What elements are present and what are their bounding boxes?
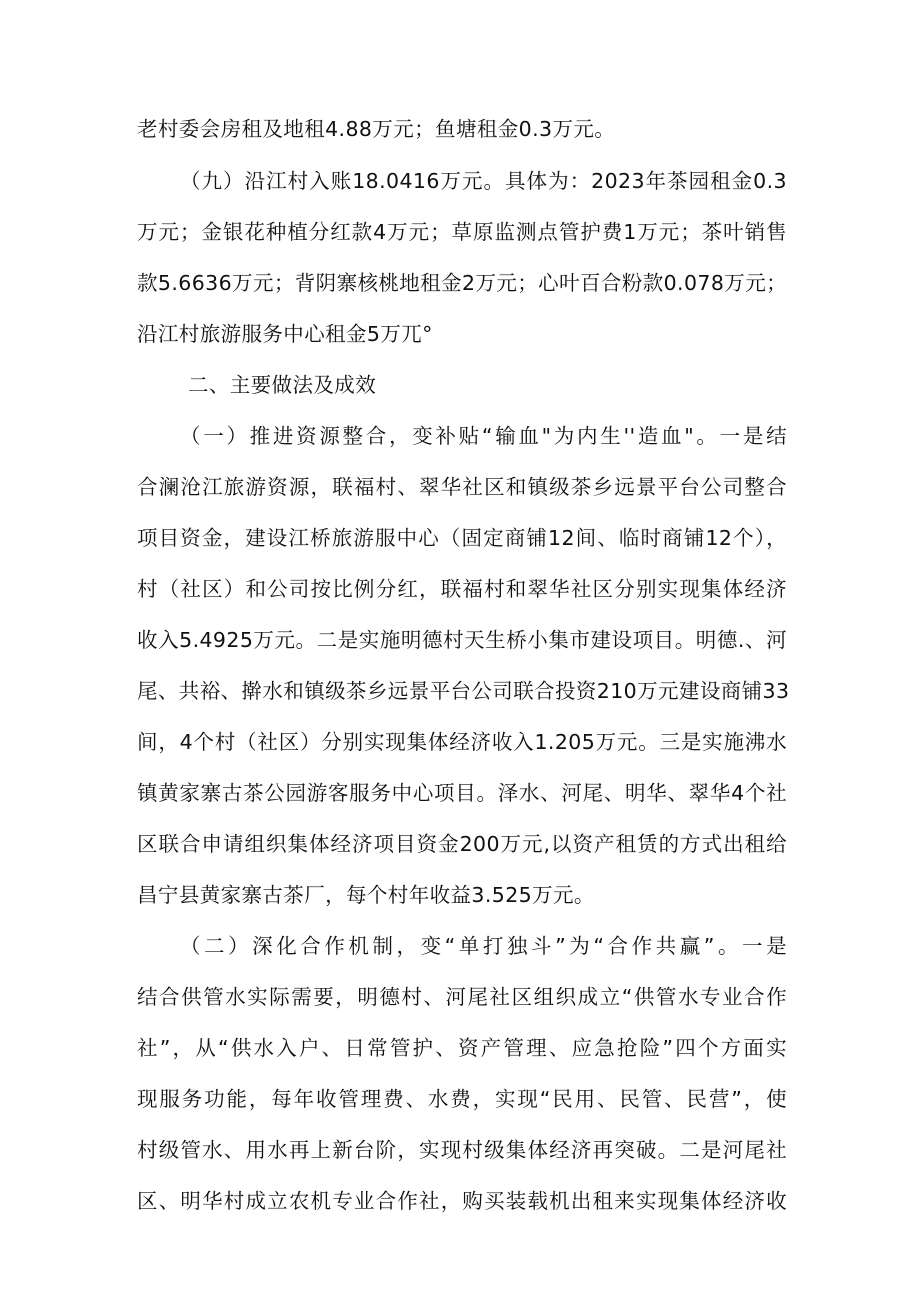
section-heading-practices: 二、主要做法及成效 bbox=[188, 373, 377, 397]
text-line-9: 项目资金，建设江桥旅游服中心（固定商铺12间、临时商铺12个）， bbox=[137, 526, 787, 550]
text-line-5: 沿江村旅游服务中心租金5万兀° bbox=[137, 322, 433, 346]
subsection-two-heading-line: （二）深化合作机制，变“单打独斗”为“合作共赢”。一是 bbox=[180, 934, 787, 958]
text-line-16: 昌宁县黄家寨古茶厂，每个村年收益3.525万元。 bbox=[137, 883, 595, 907]
section-nine-heading-line: （九）沿江村入账18.0416万元。具体为：2023年茶园租金0.3 bbox=[180, 169, 787, 193]
text-line-19: 社”，从“供水入户、日常管护、资产管理、应急抢险”四个方面实 bbox=[137, 1036, 787, 1060]
text-line-11: 收入5.4925万元。二是实施明德村天生桥小集市建设项目。明德.、河 bbox=[137, 628, 787, 652]
text-line-15: 区联合申请组织集体经济项目资金200万元,以资产租赁的方式出租给 bbox=[137, 832, 787, 856]
subsection-one-heading-line: （一）推进资源整合，变补贴“输血"为内生''造血"。一是结 bbox=[180, 424, 787, 448]
text-line-10: 村（社区）和公司按比例分红，联福村和翠华社区分别实现集体经济 bbox=[137, 577, 787, 601]
text-line-3: 万元；金银花种植分红款4万元；草原监测点管护费1万元；茶叶销售 bbox=[137, 220, 787, 244]
text-line-8: 合澜沧江旅游资源，联福村、翠华社区和镇级茶乡远景平台公司整合 bbox=[137, 475, 787, 499]
text-line-18: 结合供管水实际需要，明德村、河尾社区组织成立“供管水专业合作 bbox=[137, 985, 787, 1009]
text-line-22: 区、明华村成立农机专业合作社，购买装载机出租来实现集体经济收 bbox=[137, 1189, 787, 1213]
text-line-4: 款5.6636万元；背阴寨核桃地租金2万元；心叶百合粉款0.078万元； bbox=[137, 271, 787, 295]
text-line-1: 老村委会房租及地租4.88万元；鱼塘租金0.3万元。 bbox=[137, 117, 616, 141]
text-line-14: 镇黄家寨古茶公园游客服务中心项目。泽水、河尾、明华、翠华4个社 bbox=[137, 781, 787, 805]
text-line-13: 间，4个村（社区）分别实现集体经济收入1.205万元。三是实施沸水 bbox=[137, 730, 787, 754]
text-line-21: 村级管水、用水再上新台阶，实现村级集体经济再突破。二是河尾社 bbox=[137, 1138, 787, 1162]
text-line-20: 现服务功能，每年收管理费、水费，实现“民用、民管、民营”，使 bbox=[137, 1087, 787, 1111]
text-line-12: 尾、共裕、擀水和镇级茶乡远景平台公司联合投资210万元建设商铺33 bbox=[137, 679, 790, 703]
